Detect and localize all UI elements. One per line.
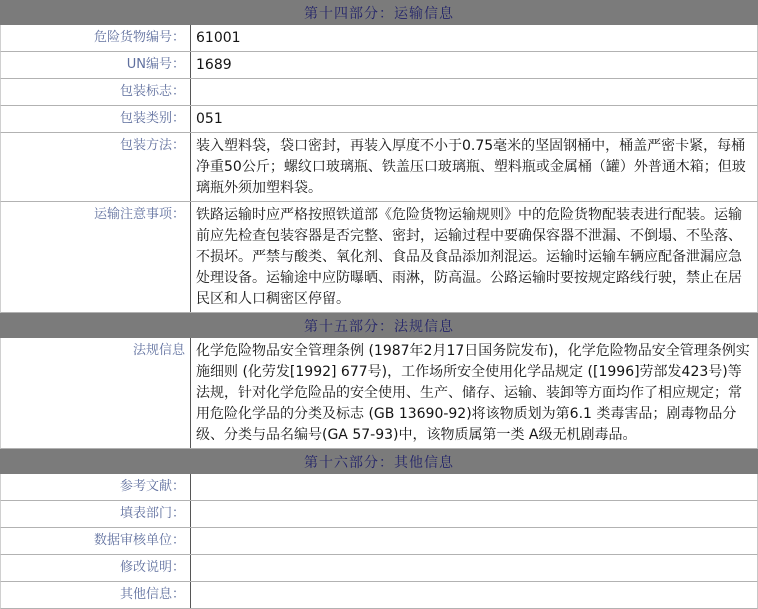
row-transport-notes bbox=[0, 202, 758, 313]
row-value: 1689 bbox=[196, 57, 232, 73]
row-packing-method bbox=[0, 133, 758, 202]
row-value bbox=[191, 555, 757, 581]
row-label: 包装类别： bbox=[1, 106, 191, 132]
row-data-review-unit bbox=[0, 528, 758, 555]
row-label: 包装方法： bbox=[1, 133, 191, 201]
row-un-number bbox=[0, 52, 758, 79]
row-value: 铁路运输时应严格按照铁道部《危险货物运输规则》中的危险货物配装表进行配装。运输前应先检查包装容器是否完整、密封，运输过程中要确保容器不泄漏、不倒塌、不坠落、不损坏。严禁与酸类、氧化剂、食品及食品添加剂混运。运输时运输车辆应配备泄漏应急处理设备。运输途中应防曝晒、雨淋，防高温。公路运输时要按规定路线行驶，禁止在居民区和人口稠密区停留。 bbox=[196, 207, 742, 307]
row-value bbox=[191, 474, 757, 500]
row-other-info bbox=[0, 582, 758, 609]
row-form-department bbox=[0, 501, 758, 528]
row-value bbox=[191, 582, 757, 608]
row-value: 051 bbox=[196, 111, 223, 127]
section-15-header: 第十五部分：法规信息 bbox=[0, 313, 758, 338]
row-value: 装入塑料袋，袋口密封，再装入厚度不小于0.75毫米的坚固钢桶中，桶盖严密卡紧，每桶净重50公斤；螺纹口玻璃瓶、铁盖压口玻璃瓶、塑料瓶或金属桶（罐）外普通木箱；但玻璃瓶外须加塑料袋。 bbox=[196, 138, 746, 196]
row-label: 填表部门： bbox=[1, 501, 191, 527]
row-label: 包装标志： bbox=[1, 79, 191, 105]
row-label: 修改说明： bbox=[1, 555, 191, 581]
section-16-header: 第十六部分：其他信息 bbox=[0, 449, 758, 474]
row-value bbox=[191, 528, 757, 554]
row-label: 危险货物编号： bbox=[1, 25, 191, 51]
row-label: UN编号： bbox=[1, 52, 191, 78]
row-packing-mark bbox=[0, 79, 758, 106]
row-value bbox=[191, 79, 757, 105]
row-references bbox=[0, 474, 758, 501]
row-label: 参考文献： bbox=[1, 474, 191, 500]
row-label: 数据审核单位： bbox=[1, 528, 191, 554]
row-value bbox=[191, 501, 757, 527]
row-value: 化学危险物品安全管理条例 (1987年2月17日国务院发布)，化学危险物品安全管理条例实施细则 (化劳发[1992] 677号)，工作场所安全使用化学品规定 ([1996]劳部发423号)等法规，针对化学危险品的安全使用、生产、储存、运输、装卸等方面均作了相应规定；常用危险化学品的分类及标志 (GB 13690-92)将该物质划为第6.1 类毒害品；剧毒物品分级、分类与品名编号(GA 57-93)中，该物质属第一类 A级无机剧毒品。 bbox=[196, 343, 750, 443]
row-dangerous-goods-number bbox=[0, 25, 758, 52]
row-revision-note bbox=[0, 555, 758, 582]
row-label: 运输注意事项： bbox=[1, 202, 191, 312]
row-regulation-info bbox=[0, 338, 758, 449]
row-packing-category bbox=[0, 106, 758, 133]
row-label: 法规信息 bbox=[1, 338, 191, 448]
row-value: 61001 bbox=[196, 30, 241, 46]
section-14-header: 第十四部分：运输信息 bbox=[0, 0, 758, 25]
row-label: 其他信息： bbox=[1, 582, 191, 608]
